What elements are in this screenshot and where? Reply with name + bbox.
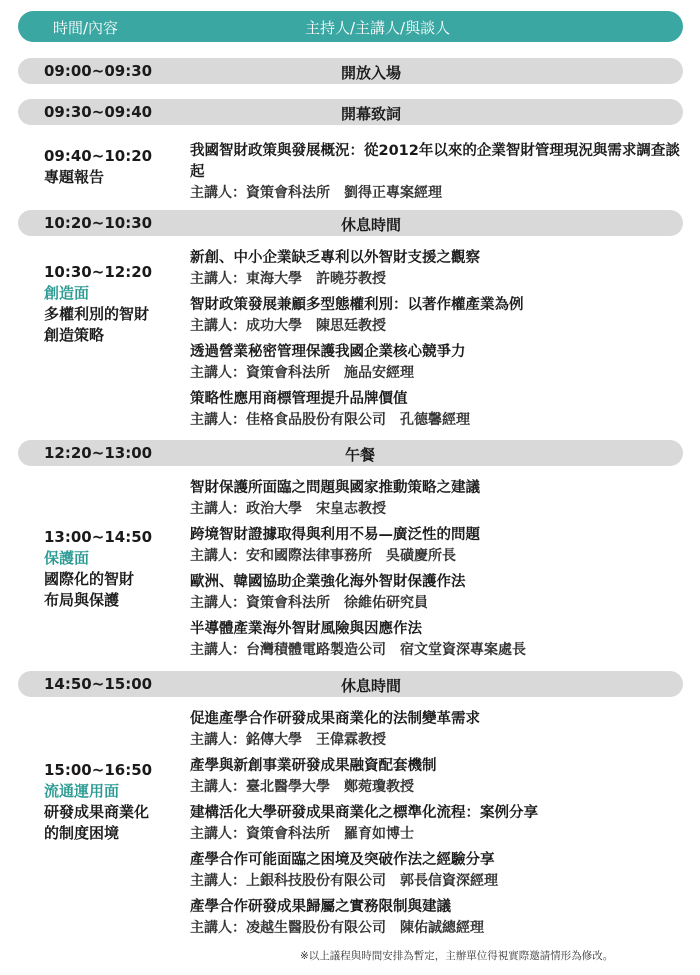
talk-speaker: 主講人：資策會科法所 施品安經理: [190, 365, 414, 381]
session-items: [190, 248, 680, 436]
session-left: [44, 262, 152, 346]
talk-speaker: 主講人：凌越生醫股份有限公司 陳佑誠總經理: [190, 920, 484, 936]
bar-time: 09:30~09:40: [44, 103, 153, 121]
agenda-bar-opening-remarks: [18, 99, 683, 125]
talk-speaker: 主講人：資策會科法所 羅育如博士: [190, 826, 414, 842]
session-time: 10:30~12:20: [44, 263, 153, 281]
session-left: [44, 527, 152, 611]
talk-title: 歐洲、韓國協助企業強化海外智財保護作法: [190, 574, 466, 590]
agenda-bar-break-2: [18, 671, 683, 697]
session-time: 09:40~10:20: [44, 147, 153, 165]
talk-title: 產學合作可能面臨之困境及突破作法之經驗分享: [190, 852, 495, 868]
agenda-item: [190, 572, 680, 614]
footnote: ※以上議程與時間安排為暫定，主辦單位得視實際邀請情形為修改。: [300, 950, 614, 962]
talk-speaker: 主講人：政治大學 宋皇志教授: [190, 501, 386, 517]
agenda-item: [190, 709, 680, 751]
talk-speaker: 主講人：銘傳大學 王偉霖教授: [190, 732, 386, 748]
session-desc: 布局與保護: [44, 591, 120, 609]
session-time: 15:00~16:50: [44, 761, 153, 779]
table-header: [18, 11, 683, 42]
agenda-item: [190, 478, 680, 520]
agenda-item: [190, 141, 680, 204]
talk-title: 智財政策發展兼顧多型態權利別：以著作權產業為例: [190, 297, 524, 313]
talk-speaker: 主講人：上銀科技股份有限公司 郭長信資深經理: [190, 873, 498, 889]
agenda-item: [190, 756, 680, 798]
bar-time: 09:00~09:30: [44, 62, 153, 80]
talk-speaker: 主講人：東海大學 許曉芬教授: [190, 271, 386, 287]
session-items: [190, 709, 680, 944]
agenda-item: [190, 295, 680, 337]
talk-speaker: 主講人：安和國際法律事務所 吳磺慶所長: [190, 548, 456, 564]
agenda-item: [190, 389, 680, 431]
session-desc: 專題報告: [44, 168, 105, 186]
header-speakers: 主持人/主講人/與談人: [305, 19, 451, 37]
bar-label: 開幕致詞: [341, 105, 402, 123]
talk-speaker: 主講人：台灣積體電路製造公司 宿文堂資深專案處長: [190, 642, 526, 658]
agenda-bar-open: [18, 58, 683, 84]
session-desc: 多權利別的智財: [44, 305, 150, 323]
bar-time: 10:20~10:30: [44, 214, 153, 232]
talk-title: 產學合作研發成果歸屬之實務限制與建議: [190, 899, 451, 915]
bar-time: 12:20~13:00: [44, 444, 153, 462]
session-left: [44, 146, 152, 188]
bar-time: 14:50~15:00: [44, 675, 153, 693]
talk-title: 半導體產業海外智財風險與因應作法: [190, 621, 422, 637]
bar-label: 休息時間: [341, 216, 402, 234]
session-category: 創造面: [44, 284, 90, 302]
agenda-item: [190, 619, 680, 661]
session-items: [190, 478, 680, 666]
session-desc: 研發成果商業化: [44, 803, 150, 821]
agenda-item: [190, 342, 680, 384]
session-left: [44, 760, 152, 844]
session-category: 保護面: [44, 549, 90, 567]
session-desc: 創造策略: [44, 326, 105, 344]
header-time-content: 時間/內容: [53, 19, 119, 37]
agenda-item: [190, 525, 680, 567]
bar-label: 開放入場: [341, 64, 402, 82]
session-desc: 的制度困境: [44, 824, 120, 842]
talk-title: 促進產學合作研發成果商業化的法制變革需求: [190, 711, 480, 727]
session-category: 流通運用面: [44, 782, 120, 800]
talk-title: 智財保護所面臨之問題與國家推動策略之建議: [190, 480, 480, 496]
talk-title: 策略性應用商標管理提升品牌價值: [190, 391, 408, 407]
talk-title: 新創、中小企業缺乏專利以外智財支援之觀察: [190, 250, 480, 266]
talk-title: 產學與新創事業研發成果融資配套機制: [190, 758, 437, 774]
talk-speaker: 主講人：臺北醫學大學 鄭菀瓊教授: [190, 779, 414, 795]
talk-speaker: 主講人：佳格食品股份有限公司 孔德馨經理: [190, 412, 470, 428]
agenda-bar-break-1: [18, 210, 683, 236]
session-time: 13:00~14:50: [44, 528, 153, 546]
session-items: [190, 141, 680, 209]
talk-title: 透過營業秘密管理保護我國企業核心競爭力: [190, 344, 466, 360]
agenda-item: [190, 803, 680, 845]
bar-label: 午餐: [345, 446, 376, 464]
agenda-item: [190, 248, 680, 290]
talk-title: 建構活化大學研發成果商業化之標準化流程：案例分享: [190, 805, 538, 821]
talk-title: 跨境智財證據取得與利用不易—廣泛性的問題: [190, 527, 480, 543]
talk-speaker: 主講人：資策會科法所 劉得正專案經理: [190, 185, 442, 201]
agenda-bar-lunch: [18, 440, 683, 466]
talk-title: 我國智財政策與發展概況：從2012年以來的企業智財管理現況與需求調查談起: [190, 143, 680, 180]
talk-speaker: 主講人：資策會科法所 徐維佑研究員: [190, 595, 428, 611]
agenda-item: [190, 897, 680, 939]
session-desc: 國際化的智財: [44, 570, 135, 588]
talk-speaker: 主講人：成功大學 陳思廷教授: [190, 318, 386, 334]
agenda-item: [190, 850, 680, 892]
bar-label: 休息時間: [341, 677, 402, 695]
